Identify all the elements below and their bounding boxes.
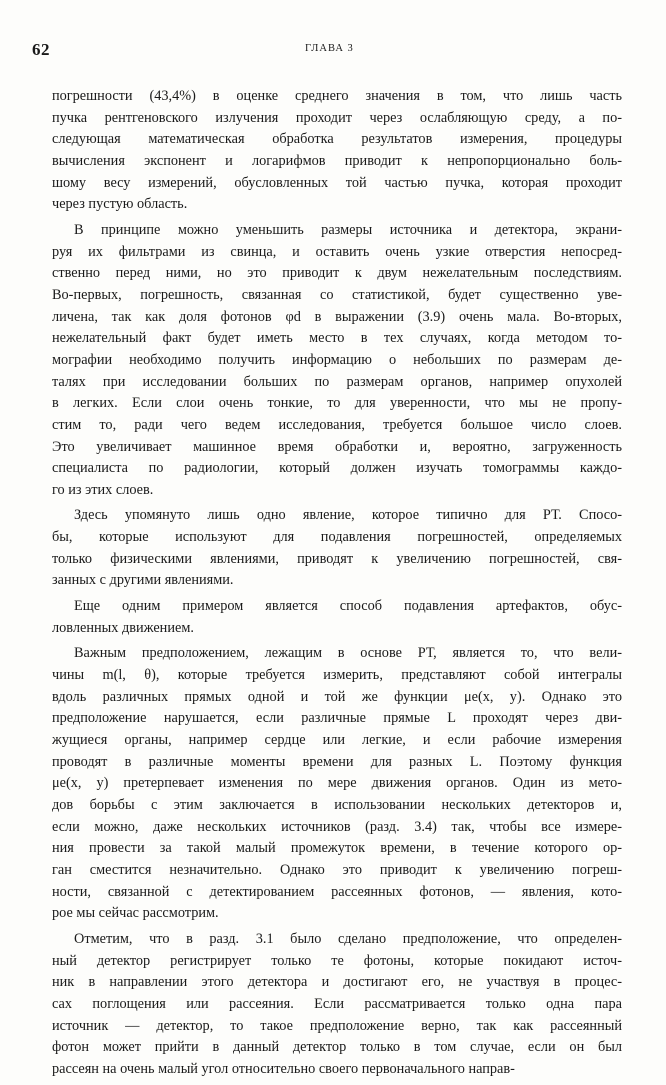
text-line: бы, которые используют для подавления погрешностей, определяемых bbox=[52, 529, 622, 546]
text-line: го из этих слоев. bbox=[52, 481, 154, 498]
text-line: вдоль различных прямых одной и той же функции μe(x, y). Однако это bbox=[52, 688, 622, 705]
text-line: Здесь упомянуто лишь одно явление, которое типично для РТ. Спосо- bbox=[74, 507, 622, 524]
text-line: вычисления экспонент и логарифмов приводит к непропорционально боль- bbox=[52, 152, 622, 169]
text-line: чины m(l, θ), которые требуется измерить, представляют собой интегралы bbox=[52, 667, 622, 684]
paragraph bbox=[52, 643, 622, 925]
text-line: ный детектор регистрирует только те фотоны, которые покидают источ- bbox=[52, 952, 622, 969]
text-line: дов борьбы с этим заключается в использовании нескольких детекторов и, bbox=[52, 797, 622, 813]
text-line: Отметим, что в разд. 3.1 было сделано предположение, что определен- bbox=[74, 930, 622, 947]
text-line: проводят в различные моменты времени для разных L. Поэтому функция bbox=[52, 753, 622, 770]
text-line: предположение нарушается, если различные прямые L проходят через дви- bbox=[52, 710, 622, 727]
text-line: фотон может прийти в данный детектор только в том случае, если он был bbox=[52, 1039, 622, 1056]
text-line: погрешности (43,4%) в оценке среднего значения в том, что лишь часть bbox=[52, 88, 622, 104]
text-line: талях при исследовании больших по размерам органов, например опухолей bbox=[52, 373, 622, 390]
text-line: ник в направлении этого детектора и достигают его, не участвуя в процес- bbox=[52, 974, 622, 991]
text-line: рое мы сейчас рассмотрим. bbox=[52, 905, 219, 922]
text-line: личена, так как доля фотонов φd в выражении (3.9) очень мала. Во-вторых, bbox=[52, 308, 622, 325]
text-line: ственно перед ними, но это приводит к двум нежелательным последствиям. bbox=[52, 265, 622, 282]
text-line: μe(x, y) претерпевает изменения по мере движения органов. Один из мето- bbox=[52, 775, 622, 792]
page-number: 62 bbox=[32, 40, 50, 59]
text-line: Во-первых, погрешность, связанная со статистикой, будет существенно уве- bbox=[52, 286, 622, 303]
text-line: В принципе можно уменьшить размеры источника и детектора, экрани- bbox=[74, 221, 622, 238]
text-line: пучка рентгеновского излучения проходит через ослабляющую среду, а по- bbox=[52, 109, 622, 126]
text-line: специалиста по радиологии, который должен изучать томограммы каждо- bbox=[52, 460, 622, 477]
text-line: Это увеличивает машинное время обработки и, вероятно, загруженность bbox=[52, 438, 622, 455]
text-line: мографии необходимо получить информацию о небольших по размерам де- bbox=[52, 351, 622, 368]
text-line: следующая математическая обработка результатов измерения, процедуры bbox=[52, 131, 622, 148]
text-line: ловленных движением. bbox=[52, 619, 194, 636]
chapter-running-head: ГЛАВА 3 bbox=[305, 43, 354, 54]
text-line: Важным предположением, лежащим в основе РТ, является то, что вели- bbox=[74, 645, 622, 662]
text-line: если можно, даже нескольких источников (разд. 3.4) так, чтобы все измере- bbox=[52, 818, 622, 835]
text-line: жущиеся органы, например сердце или легкие, и если рабочие измерения bbox=[52, 732, 622, 749]
text-line: рассеян на очень малый угол относительно своего первоначального направ- bbox=[52, 1060, 515, 1077]
paragraph bbox=[52, 220, 622, 502]
text-line: нежелательный факт будет иметь место в тех случаях, когда методом то- bbox=[52, 330, 622, 347]
text-line: ности, связанной с детектированием рассеянных фотонов, — явления, кото- bbox=[52, 883, 622, 900]
text-line: ган сместится незначительно. Однако это приводит к увеличению погреш- bbox=[52, 861, 622, 878]
text-line: Еще одним примером является способ подавления артефактов, обус- bbox=[74, 598, 622, 615]
text-line: сах поглощения или рассеяния. Если рассматривается только одна пара bbox=[52, 995, 622, 1012]
body-text bbox=[52, 86, 622, 1085]
text-line: в легких. Если слои очень тонкие, то для уверенности, что мы не пропу- bbox=[52, 395, 622, 412]
text-line: через пустую область. bbox=[52, 196, 188, 213]
paragraph bbox=[52, 596, 622, 639]
text-line: занных с другими явлениями. bbox=[52, 572, 234, 589]
text-line: источник — детектор, то такое предположение верно, так как рассеянный bbox=[52, 1017, 622, 1034]
paragraph bbox=[52, 505, 622, 592]
text-line: шому весу измерений, обусловленных той частью пучка, которая проходит bbox=[52, 174, 622, 191]
paragraph bbox=[52, 929, 622, 1081]
text-line: ния провести за такой малый промежуток времени, в течение которого ор- bbox=[52, 840, 622, 857]
paragraph bbox=[52, 86, 622, 216]
text-line: только физическими явлениями, приводят к увеличению погрешностей, свя- bbox=[52, 550, 622, 567]
text-line: руя их фильтрами из свинца, и оставить очень узкие отверстия непосред- bbox=[52, 243, 622, 260]
text-line: стим то, ради чего ведем исследования, требуется большое число слоев. bbox=[52, 416, 622, 433]
